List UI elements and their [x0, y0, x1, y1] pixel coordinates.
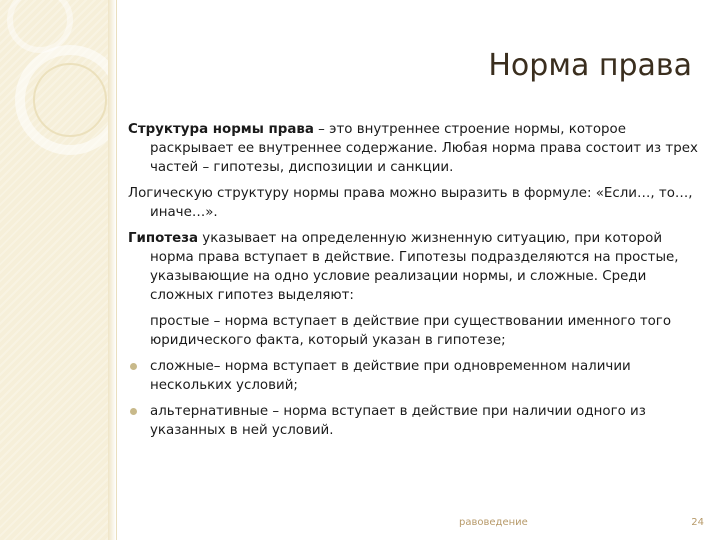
- simple-text: простые – норма вступает в действие при существовании именного того юридического факта, который указан в гипотезе;: [150, 314, 672, 348]
- panel-edge-shadow: [108, 0, 116, 540]
- bullet-text: альтернативные – норма вступает в действие при наличии одного из указанных в ней условий.: [150, 404, 646, 438]
- paragraph-structure: [128, 120, 698, 177]
- hypothesis-definition: указывает на определенную жизненную ситуацию, при которой норма права вступает в действие. Гипотезы подразделяются на простые, указывающие на одно условие реализации нормы, и сложные. Среди сложных гипотез выделяют:: [150, 231, 679, 303]
- term-hypothesis: Гипотеза: [128, 231, 199, 246]
- paragraph-formula: [128, 184, 698, 222]
- bullet-icon: [130, 408, 137, 415]
- structure-definition: – это внутреннее строение нормы, которое раскрывает ее внутреннее содержание. Любая норма права состоит из трех частей – гипотезы, диспозиции и санкции.: [150, 122, 698, 175]
- slide-content: [128, 120, 698, 447]
- formula-text: Логическую структуру нормы права можно выразить в формуле: «Если…, то…, иначе…».: [128, 186, 693, 220]
- panel-divider-line: [116, 0, 117, 540]
- page-number: 24: [691, 517, 704, 528]
- list-item: [128, 357, 698, 395]
- circle-top: [10, 0, 70, 50]
- term-structure: Структура нормы права: [128, 122, 314, 137]
- paragraph-hypothesis: [128, 229, 698, 305]
- circle-inner: [34, 64, 106, 136]
- bullet-icon: [130, 363, 137, 370]
- slide-title: Норма права: [488, 48, 692, 83]
- decorative-side-panel: [0, 0, 108, 540]
- list-item: [128, 402, 698, 440]
- bullet-text: сложные– норма вступает в действие при одновременном наличии нескольких условий;: [150, 359, 631, 393]
- decorative-circles: [0, 0, 108, 540]
- paragraph-simple: [128, 312, 698, 350]
- footer-text: равоведение: [459, 517, 528, 528]
